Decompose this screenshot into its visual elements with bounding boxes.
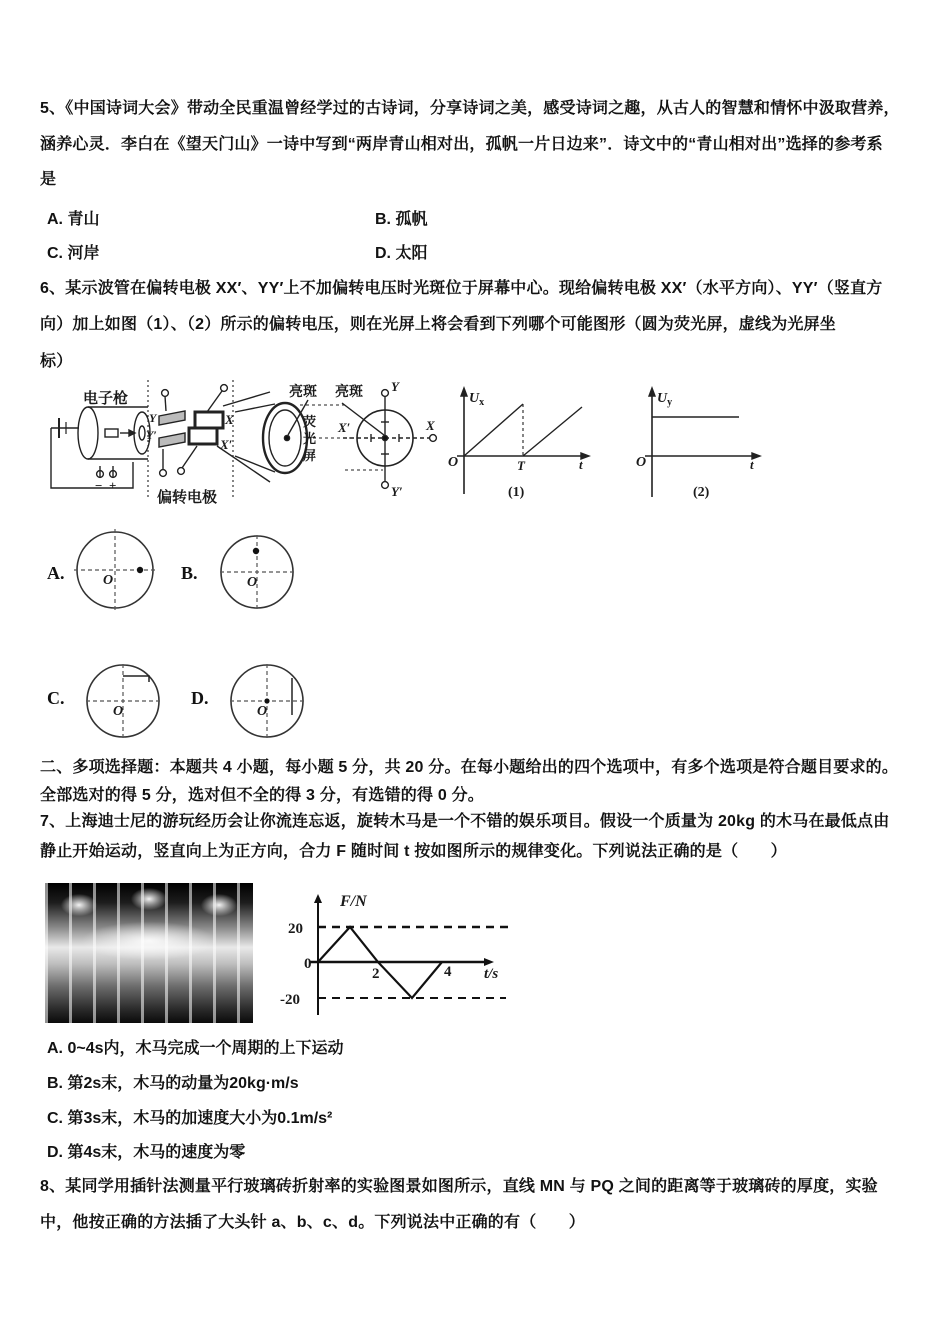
front-y-label: Y bbox=[391, 379, 399, 394]
q8-text-line: 中，他按正确的方法插了大头针 a、b、c、d。下列说法中正确的有（ ） bbox=[40, 1214, 585, 1231]
graph-tick-0: 0 bbox=[304, 956, 312, 972]
graph-xlabel: t/s bbox=[484, 966, 499, 982]
q5-text-line: 5、《中国诗词大会》带动全民重温曾经学过的古诗词，分享诗词之美，感受诗词之趣，从古人的智慧和情怀中汲取营养， bbox=[40, 100, 900, 117]
battery-plus: + bbox=[109, 478, 117, 493]
q6-text-line: 标） bbox=[40, 353, 73, 370]
q5-option-d: D. 太阳 bbox=[375, 245, 428, 262]
q7-option-d: D. 第4s末，木马的速度为零 bbox=[47, 1144, 246, 1161]
q6-option-a-origin: O bbox=[103, 573, 114, 588]
q7-option-c: C. 第3s末，木马的加速度大小为0.1m/s² bbox=[47, 1110, 333, 1127]
q6-option-a-key: A. bbox=[47, 563, 65, 583]
electron-gun-label: 电子枪 bbox=[83, 390, 129, 407]
section2-line: 全部选对的得 5 分，选对但不全的得 3 分，有选错的得 0 分。 bbox=[40, 787, 484, 804]
section2-line: 二、多项选择题：本题共 4 小题，每小题 5 分，共 20 分。在每小题给出的四个选项中，有多个选项是符合题目要求的。 bbox=[40, 759, 899, 776]
q5-text-line: 是 bbox=[40, 171, 57, 188]
q8-text-line: 8、某同学用插针法测量平行玻璃砖折射率的实验图景如图所示，直线 MN 与 PQ 之间的距离等于玻璃砖的厚度，实验 bbox=[40, 1178, 878, 1195]
q6-option-b-origin: O bbox=[247, 575, 258, 590]
graph-tick-2s: 2 bbox=[372, 966, 380, 982]
q6-text-line: 向）加上如图（1）、（2）所示的偏转电压，则在光屏上将会看到下列哪个可能图形（圆为荧光屏，虚线为光屏坐 bbox=[40, 316, 836, 333]
g2-origin: O bbox=[636, 455, 647, 470]
g1-xlabel: t bbox=[579, 457, 583, 472]
q6-option-a-screen bbox=[70, 526, 162, 616]
q6-option-c-origin: O bbox=[113, 704, 124, 719]
graph-tick-4s: 4 bbox=[444, 964, 452, 980]
carousel-photo bbox=[45, 883, 253, 1023]
q6-option-b-screen bbox=[219, 534, 299, 614]
deflect-label: 偏转电极 bbox=[157, 489, 218, 506]
q5-option-c: C. 河岸 bbox=[47, 245, 100, 262]
g1-origin: O bbox=[448, 455, 459, 470]
screen-char: 荧 bbox=[303, 414, 317, 429]
q5-option-b: B. 孤帆 bbox=[375, 211, 428, 228]
q7-option-b: B. 第2s末，木马的动量为20kg·m/s bbox=[47, 1075, 299, 1092]
plate-yp-label: Y′ bbox=[146, 428, 157, 442]
q5-option-a: A. 青山 bbox=[47, 211, 100, 228]
q6-option-c-screen bbox=[85, 663, 165, 743]
q7-text-line: 7、上海迪士尼的游玩经历会让你流连忘返，旋转木马是一个不错的娱乐项目。假设一个质量为 20kg 的木马在最低点由 bbox=[40, 813, 890, 830]
g1-tick-T: T bbox=[517, 458, 525, 473]
graph-ylabel: F/N bbox=[340, 893, 367, 910]
g2-xlabel: t bbox=[750, 457, 754, 472]
graph-tick-20: 20 bbox=[288, 921, 303, 937]
q5-text-line: 涵养心灵．李白在《望天门山》一诗中写到“两岸青山相对出，孤帆一片日边来”．诗文中的“青山相对出”选择的参考系 bbox=[40, 136, 883, 153]
q6-option-c-key: C. bbox=[47, 688, 65, 708]
q6-option-d-key: D. bbox=[191, 688, 209, 708]
bright-spot-label-2: 亮斑 bbox=[335, 383, 363, 399]
screen-char: 光 bbox=[303, 431, 317, 446]
force-time-graph bbox=[268, 888, 518, 1023]
crt-diagram bbox=[45, 376, 765, 518]
g1-ylabel: Ux bbox=[469, 391, 485, 408]
bright-spot-label-1: 亮斑 bbox=[289, 383, 317, 399]
g2-caption: (2) bbox=[693, 485, 710, 500]
q6-text-line: 6、某示波管在偏转电极 XX′、YY′上不加偏转电压时光斑位于屏幕中心。现给偏转电极 XX′（水平方向）、YY′（竖直方 bbox=[40, 280, 883, 297]
g2-ylabel: Uy bbox=[657, 391, 673, 408]
graph-tick-neg20: -20 bbox=[280, 992, 300, 1008]
screen-char: 屏 bbox=[303, 448, 317, 463]
g1-caption: (1) bbox=[508, 485, 525, 500]
q6-option-b-key: B. bbox=[181, 563, 198, 583]
plate-y-label: Y bbox=[149, 411, 157, 425]
q6-option-d-screen bbox=[229, 663, 309, 743]
plate-x-label: X bbox=[225, 412, 234, 427]
front-yp-label: Y′ bbox=[391, 484, 403, 499]
q7-text-line: 静止开始运动，竖直向上为正方向，合力 F 随时间 t 按如图所示的规律变化。下列说法正确的是（ ） bbox=[40, 843, 787, 860]
front-x-label: X bbox=[426, 418, 435, 433]
front-xp-label: X′ bbox=[338, 420, 351, 435]
plate-xp-label: X′ bbox=[220, 437, 233, 452]
q6-option-d-origin: O bbox=[257, 704, 268, 719]
battery-minus: − bbox=[95, 478, 103, 493]
q7-option-a: A. 0~4s内，木马完成一个周期的上下运动 bbox=[47, 1040, 344, 1057]
